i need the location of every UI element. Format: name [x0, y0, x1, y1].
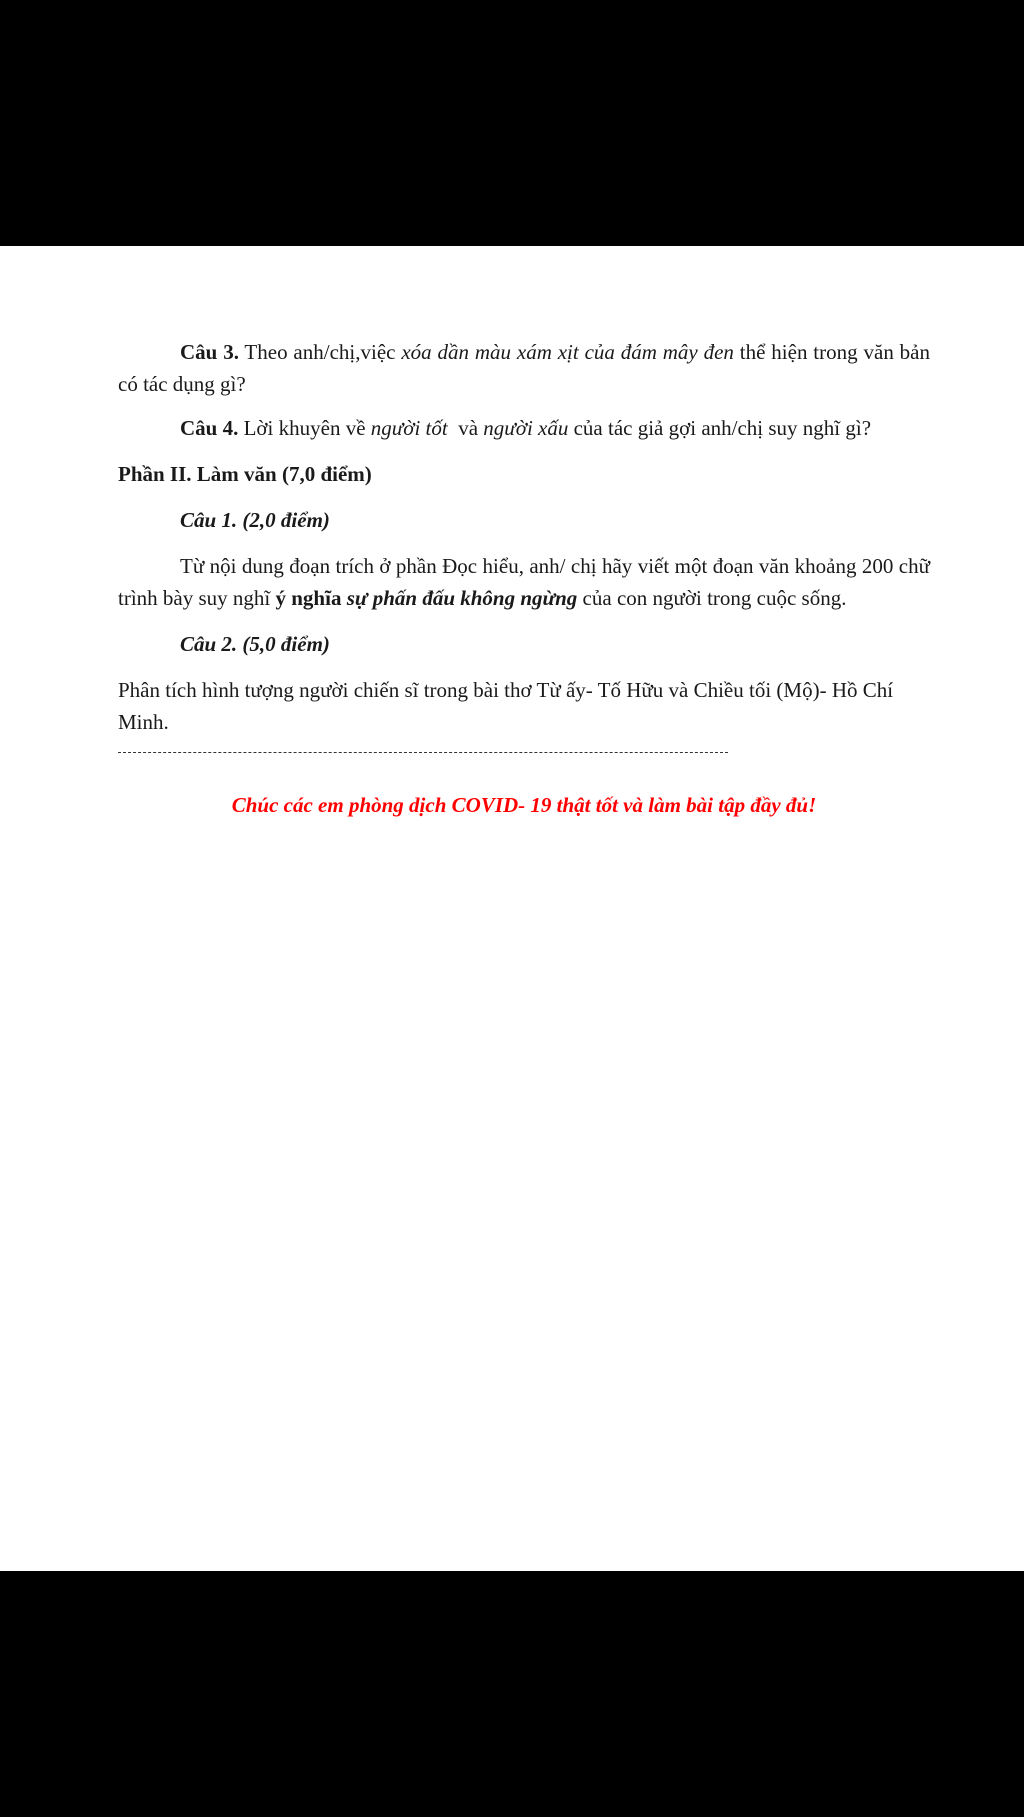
document-body [118, 336, 930, 821]
essay-1-heading: Câu 1. (2,0 điểm) [180, 508, 330, 532]
essay-1-bold-italic: sự phấn đấu không ngừng [346, 586, 578, 610]
question-3-label: Câu 3. [180, 340, 239, 364]
question-4-text-3: của tác giả gợi anh/chị suy nghĩ gì? [568, 416, 872, 440]
question-3-italic: xóa dần màu xám xịt của đám mây đen [401, 340, 734, 364]
essay-2-heading: Câu 2. (5,0 điểm) [180, 632, 330, 656]
closing-wish: Chúc các em phòng dịch COVID- 19 thật tốt và làm bài tập đầy đủ! [231, 793, 817, 817]
question-3 [118, 336, 930, 400]
question-4-text-2: và [447, 416, 484, 440]
essay-1-text-3: của con người trong cuộc sống. [577, 586, 847, 610]
essay-2-prompt: Phân tích hình tượng người chiến sĩ trong bài thơ Từ ấy- Tố Hữu và Chiều tối (Mộ)- Hồ Chí Minh. [118, 678, 894, 734]
essay-1-prompt [118, 550, 930, 614]
document-page [0, 246, 1024, 1571]
question-3-text-2: thể hiện trong văn bản có tác dụng gì? [118, 340, 930, 396]
question-4-italic-2: người xấu [483, 416, 569, 440]
question-4 [118, 412, 930, 444]
question-4-italic-1: người tốt [370, 416, 448, 440]
question-3-text-1: Theo anh/chị,việc [238, 340, 402, 364]
question-4-label: Câu 4. [180, 416, 239, 440]
essay-1-text-1: Từ nội dung đoạn trích ở phần Đọc hiểu, anh/ chị hãy viết một đoạn văn khoảng 200 chữ trình bày suy nghĩ [118, 554, 930, 610]
essay-1-bold: ý nghĩa [275, 586, 342, 610]
part-2-heading: Phần II. Làm văn (7,0 điểm) [118, 462, 372, 486]
question-4-text-1: Lời khuyên về [238, 416, 371, 440]
dashed-divider [118, 752, 728, 753]
